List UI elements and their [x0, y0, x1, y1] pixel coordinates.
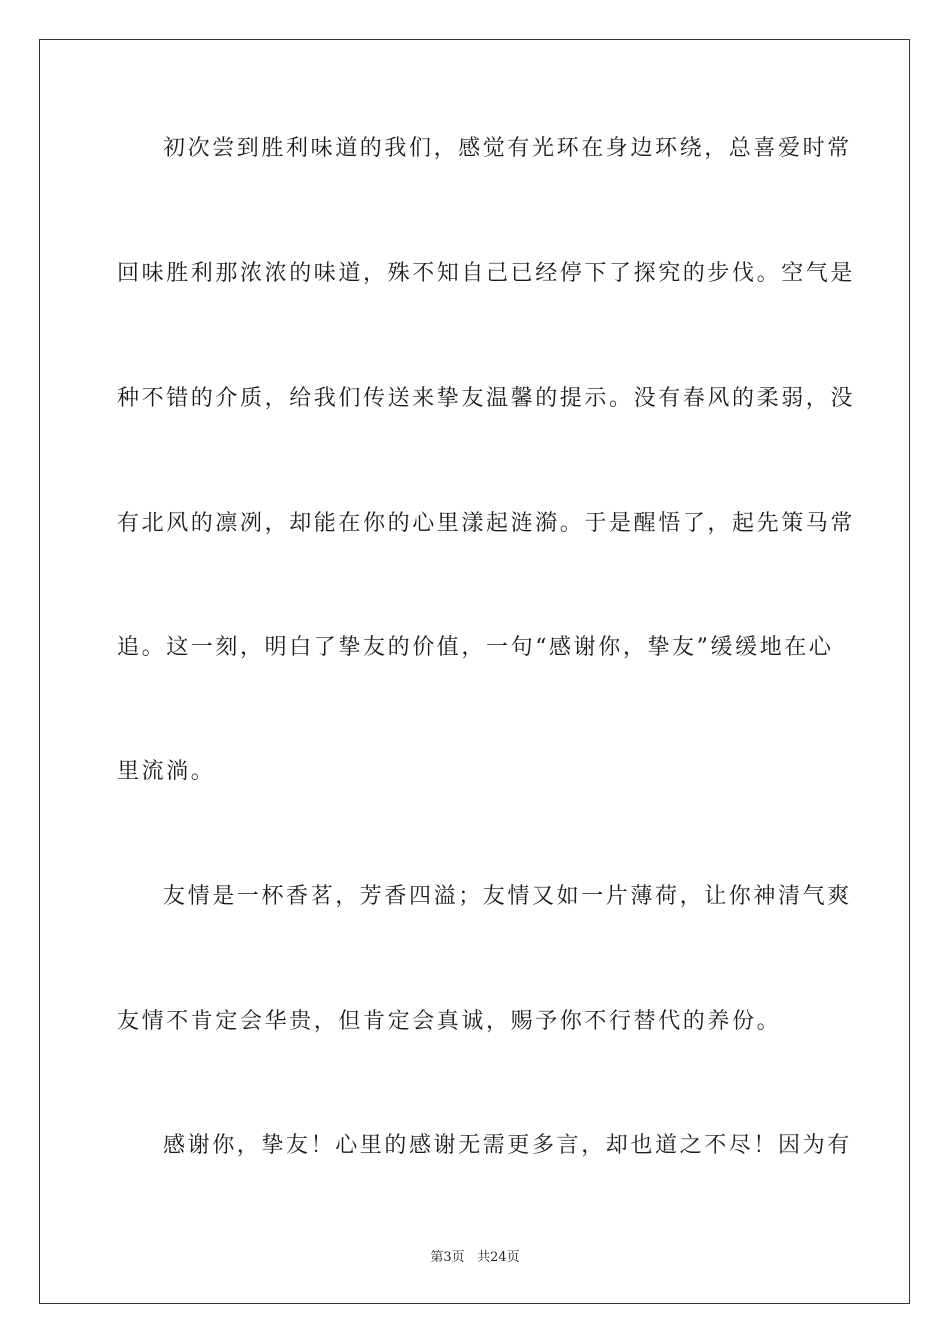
paragraph-line-6: 里流淌。	[117, 759, 216, 784]
paragraph-line-7: 友情是一杯香茗，芳香四溢；友情又如一片薄荷，让你神清气爽	[163, 884, 852, 909]
paragraph-line-4: 有北风的凛冽，却能在你的心里漾起涟漪。于是醒悟了，起先策马常	[117, 511, 856, 536]
page-frame	[39, 39, 910, 1304]
current-page-label: 第3页	[430, 1250, 465, 1265]
paragraph-line-8: 友情不肯定会华贵，但肯定会真诚，赐予你不行替代的养份。	[117, 1009, 782, 1034]
paragraph-line-2: 回味胜利那浓浓的味道，殊不知自己已经停下了探究的步伐。空气是	[117, 261, 856, 286]
paragraph-line-1: 初次尝到胜利味道的我们，感觉有光环在身边环绕，总喜爱时常	[163, 136, 852, 161]
paragraph-line-5: 追。这一刻，明白了挚友的价值，一句“感谢你，挚友”缓缓地在心	[117, 635, 834, 660]
total-pages-label: 共24页	[477, 1250, 520, 1265]
paragraph-line-3: 种不错的介质，给我们传送来挚友温馨的提示。没有春风的柔弱，没	[117, 386, 856, 411]
paragraph-line-9: 感谢你，挚友！心里的感谢无需更多言，却也道之不尽！因为有	[163, 1133, 852, 1158]
page-footer	[0, 1250, 950, 1266]
